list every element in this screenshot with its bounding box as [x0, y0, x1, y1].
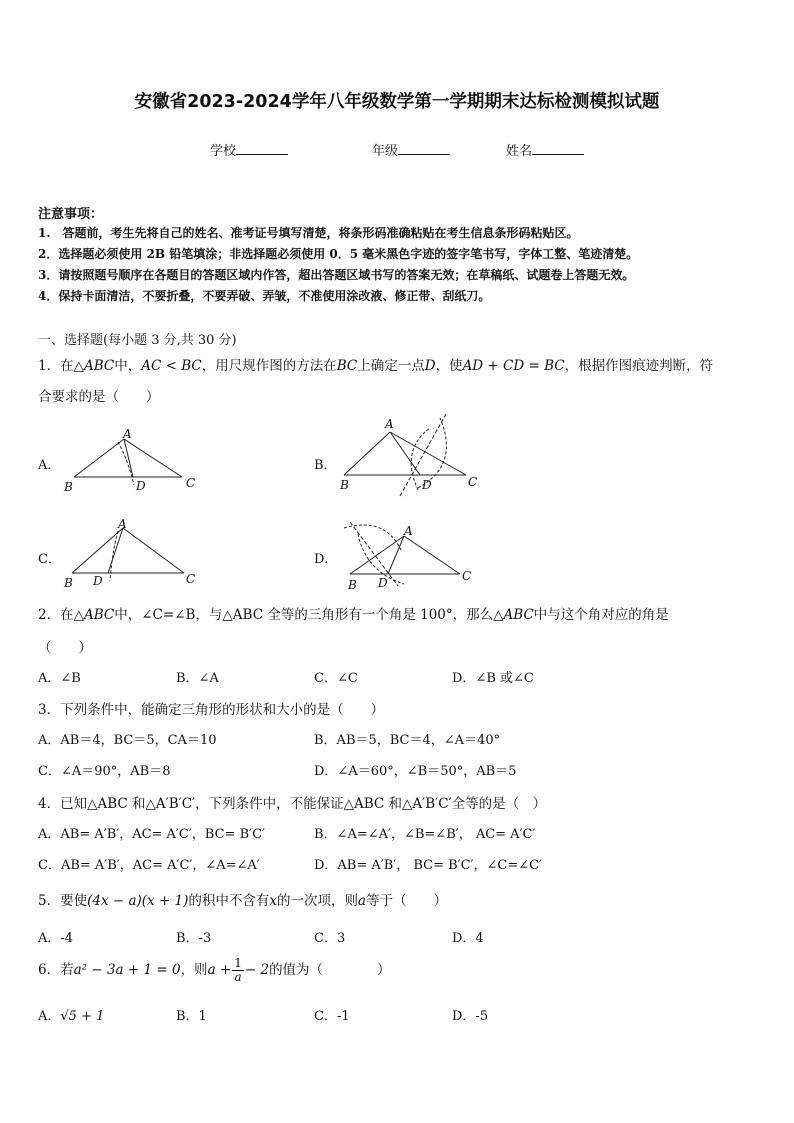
fig-a-label-a: A — [123, 427, 132, 441]
grade-label: 年级 — [372, 144, 399, 159]
q5-option-d[interactable]: D．4 — [452, 931, 484, 946]
q1-option-d[interactable]: D． — [314, 552, 338, 567]
grade-blank[interactable] — [398, 142, 450, 155]
q5-text: 等于（ ） — [366, 893, 448, 909]
notice-item-1: 1. 答题前，考生先将自己的姓名、准考证号填写清楚，将条形码准确粘贴在考生信息条形码粘贴区。 — [38, 226, 579, 240]
q2-text: 中与这个角对应的角是 — [533, 607, 669, 623]
q3-option-c[interactable]: C．∠A＝90°，AB＝8 — [38, 764, 171, 779]
notice-heading: 注意事项： — [38, 207, 104, 222]
q6-option-b[interactable]: B．1 — [176, 1009, 207, 1024]
q6-option-a-prefix: A． — [38, 1009, 61, 1024]
question-2-stem — [38, 603, 669, 623]
q2-option-a[interactable]: A．∠B — [38, 671, 81, 686]
q4-option-b[interactable]: B．∠A=∠A′，∠B=∠B′， AC= A′C′ — [314, 827, 536, 842]
name-field[interactable] — [506, 140, 584, 159]
question-1-stem-line2: 合要求的是（ ） — [38, 389, 160, 405]
question-4-stem: 4．已知△ABC 和△A′B′C′，下列条件中，不能保证△ABC 和△A′B′C′全等的是（ ） — [38, 796, 547, 812]
q1-text: ，用尺规作图的方法在 — [201, 358, 337, 374]
q6-text: 6．若 — [38, 962, 74, 978]
section-heading: 一、选择题(每小题 3 分,共 30 分) — [38, 333, 237, 348]
q5-option-c[interactable]: C．3 — [314, 931, 346, 946]
q1-text: ，根据作图痕迹判断，符 — [564, 358, 714, 374]
fig-d-label-a: A — [404, 524, 413, 538]
q3-option-a[interactable]: A．AB＝4，BC＝5，CA＝10 — [38, 733, 217, 748]
q5-text: 的积中不含有 — [188, 893, 270, 909]
figure-option-b — [330, 410, 490, 500]
q1-segment: BC — [336, 358, 358, 374]
q6-fraction-denominator: a — [234, 970, 242, 984]
question-3-stem: 3．下列条件中，能确定三角形的形状和大小的是（ ） — [38, 702, 385, 718]
question-2-stem-line2: （ ） — [38, 640, 92, 656]
q5-option-b[interactable]: B．-3 — [176, 931, 212, 946]
q1-text: 上确定一点 — [357, 358, 425, 374]
q4-option-a[interactable]: A．AB= A′B′，AC= A′C′，BC= B′C′ — [38, 827, 265, 842]
figure-option-c — [60, 515, 210, 590]
grade-field[interactable] — [372, 140, 450, 159]
notice-item-4: 4．保持卡面清洁，不要折叠，不要弄破、弄皱，不准使用涂改液、修正带、刮纸刀。 — [38, 289, 491, 303]
q1-option-c[interactable]: C． — [38, 552, 61, 567]
q6-fraction — [232, 957, 244, 984]
name-blank[interactable] — [532, 142, 584, 155]
q2-option-b[interactable]: B．∠A — [176, 671, 219, 686]
notice-item-3: 3．请按照题号顺序在各题目的答题区域内作答，超出答题区域书写的答案无效；在草稿纸、试题卷上答题无效。 — [38, 268, 635, 282]
question-6-stem — [38, 953, 391, 987]
fig-c-label-d: D — [93, 574, 103, 588]
q1-triangle: △ABC — [73, 358, 115, 374]
fig-b-side-ab — [344, 432, 390, 475]
q6-option-a[interactable] — [38, 1005, 104, 1024]
q5-text: 的一次项，则 — [277, 893, 359, 909]
fig-d-label-b: B — [348, 578, 357, 592]
fig-b-label-a: A — [385, 417, 394, 431]
fig-a-side-ac — [124, 439, 182, 477]
q6-expression-part: − 2 — [244, 962, 270, 978]
school-blank[interactable] — [236, 142, 288, 155]
fig-d-side-ac — [404, 536, 460, 574]
q1-option-a[interactable]: A． — [38, 458, 61, 473]
question-5-stem — [38, 889, 447, 909]
q3-option-b[interactable]: B．AB＝5，BC＝4，∠A＝40° — [314, 733, 501, 748]
figure-option-d — [336, 512, 486, 597]
fig-c-label-b: B — [64, 576, 73, 590]
q5-variable-x: x — [269, 893, 278, 909]
q6-option-a-value: √5 + 1 — [60, 1009, 105, 1024]
fig-c-label-a: A — [118, 517, 127, 531]
q6-fraction-numerator: 1 — [234, 956, 242, 970]
q6-text: 的值为（ ） — [269, 962, 391, 978]
q1-condition: AC < BC — [141, 358, 202, 374]
fig-b-side-ac — [390, 432, 466, 475]
fig-a-label-b: B — [64, 480, 73, 494]
fig-a-side-ab — [74, 439, 124, 477]
fig-d-arc-top — [344, 525, 402, 552]
q6-option-d[interactable]: D．-5 — [452, 1009, 489, 1024]
fig-b-label-b: B — [340, 478, 349, 492]
q5-expression: (4x − a)(x + 1) — [87, 893, 189, 909]
fig-d-label-c: C — [462, 569, 472, 583]
q5-variable-a: a — [358, 893, 367, 909]
question-1-stem — [38, 354, 713, 374]
figure-option-a — [60, 425, 210, 495]
q2-option-d[interactable]: D．∠B 或∠C — [452, 671, 534, 686]
q2-triangle: △ABC — [493, 607, 534, 623]
q1-option-b[interactable]: B． — [314, 458, 337, 473]
q2-text: 2．在 — [38, 607, 74, 623]
fig-a-label-c: C — [186, 476, 196, 490]
q6-text: ，则 — [180, 962, 208, 978]
name-label: 姓名 — [506, 144, 533, 159]
q1-text: ，使 — [435, 358, 463, 374]
fig-b-label-c: C — [468, 475, 478, 489]
q4-option-c[interactable]: C．AB= A′B′，AC= A′C′，∠A=∠A′ — [38, 858, 260, 873]
q1-text: 中， — [114, 358, 142, 374]
q1-equation: AD + CD = BC — [462, 358, 565, 374]
school-field[interactable] — [210, 140, 288, 159]
q2-option-c[interactable]: C．∠C — [314, 671, 358, 686]
q4-option-d[interactable]: D．AB= A′B′， BC= B′C′，∠C=∠C′ — [314, 858, 543, 873]
q5-text: 5．要使 — [38, 893, 88, 909]
notice-item-2: 2．选择题必须使用 2B 铅笔填涂；非选择题必须使用 0．5 毫米黑色字迹的签字笔书写，字体工整、笔迹清楚。 — [38, 247, 639, 261]
fig-d-label-d: D — [378, 576, 388, 590]
q2-text: 中，∠C=∠B，与△ABC 全等的三角形有一个角是 100°，那么 — [114, 607, 494, 623]
q1-point: D — [424, 358, 436, 374]
q2-triangle: △ABC — [73, 607, 115, 623]
q6-equation: a² − 3a + 1 = 0 — [73, 962, 181, 978]
q1-text: 1．在 — [38, 358, 74, 374]
q3-option-d[interactable]: D．∠A＝60°，∠B＝50°，AB＝5 — [314, 764, 517, 779]
fig-a-label-d: D — [136, 479, 146, 493]
fig-b-label-d: D — [422, 478, 432, 492]
fig-c-side-ac — [123, 528, 184, 573]
q6-option-c[interactable]: C．-1 — [314, 1009, 350, 1024]
school-label: 学校 — [210, 144, 237, 159]
page-title: 安徽省2023-2024学年八年级数学第一学期期末达标检测模拟试题 — [134, 92, 660, 112]
q5-option-a[interactable]: A．-4 — [38, 931, 74, 946]
q6-expression-part: a + — [207, 962, 232, 978]
fig-c-label-c: C — [186, 572, 196, 586]
fig-d-bisector — [350, 522, 398, 586]
